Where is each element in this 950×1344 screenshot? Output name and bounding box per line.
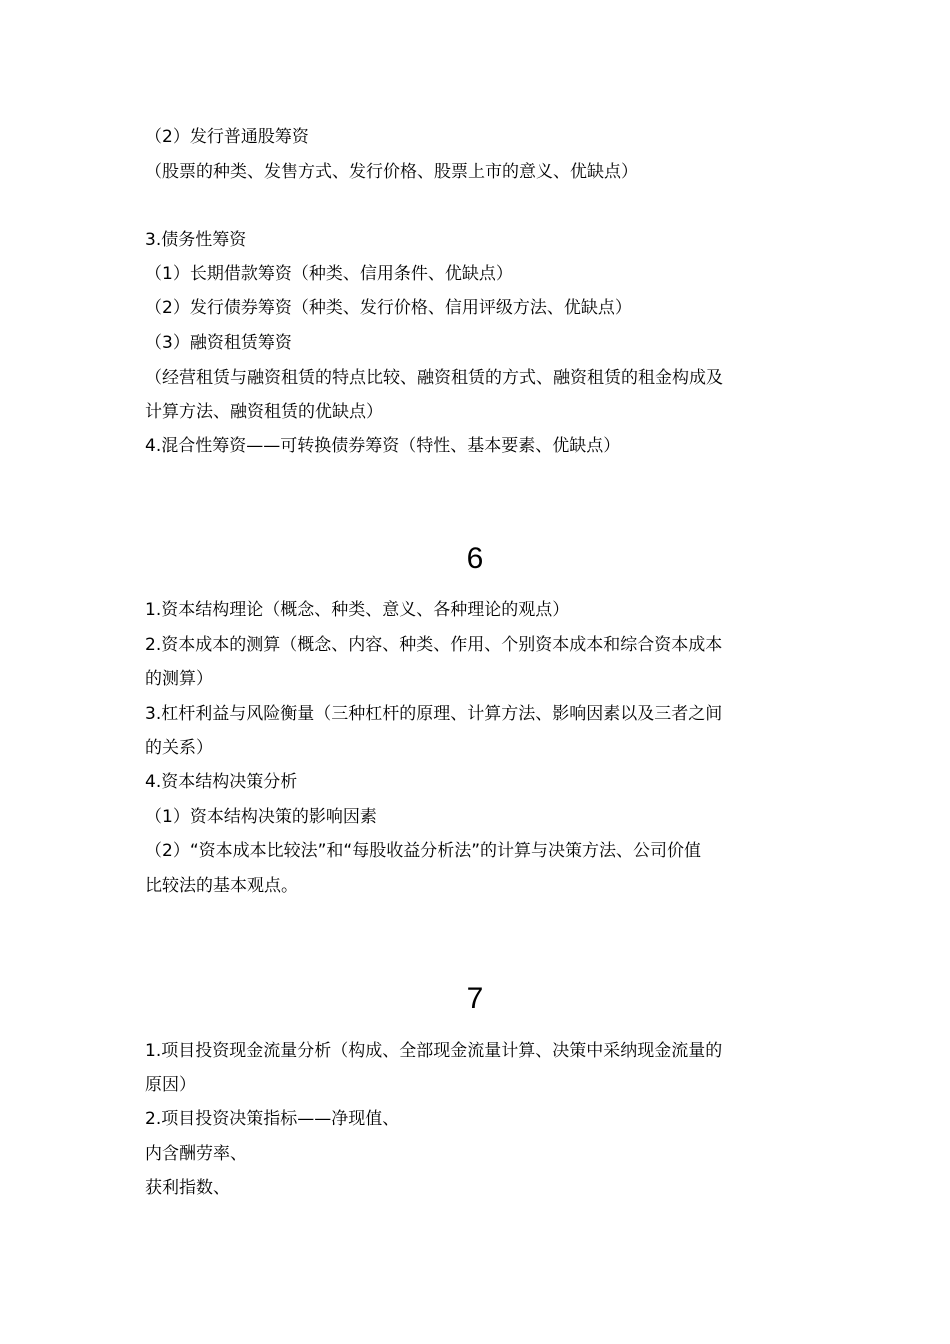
text-line: 比较法的基本观点。	[145, 876, 298, 896]
text-line: 的测算）	[145, 669, 213, 689]
text-line: 1.项目投资现金流量分析（构成、全部现金流量计算、决策中采纳现金流量的	[145, 1041, 723, 1061]
text-line: 的关系）	[145, 738, 213, 758]
text-line: （经营租赁与融资租赁的特点比较、融资租赁的方式、融资租赁的租金构成及	[145, 368, 723, 388]
text-line: 3.杠杆利益与风险衡量（三种杠杆的原理、计算方法、影响因素以及三者之间	[145, 704, 723, 724]
text-line: （1）长期借款筹资（种类、信用条件、优缺点）	[145, 264, 513, 284]
text-line: 2.资本成本的测算（概念、内容、种类、作用、个别资本成本和综合资本成本	[145, 635, 723, 655]
section-heading: 6	[466, 542, 484, 575]
section-heading: 7	[466, 982, 484, 1015]
text-line: （3）融资租赁筹资	[145, 333, 292, 353]
text-line: 内含酬劳率、	[145, 1144, 247, 1164]
text-line: （股票的种类、发售方式、发行价格、股票上市的意义、优缺点）	[145, 162, 638, 182]
text-line: （2）发行债券筹资（种类、发行价格、信用评级方法、优缺点）	[145, 298, 632, 318]
text-line: 3.债务性筹资	[145, 230, 247, 250]
text-line: （1）资本结构决策的影响因素	[145, 807, 377, 827]
text-line: 4.混合性筹资——可转换债券筹资（特性、基本要素、优缺点）	[145, 436, 621, 456]
text-line: 获利指数、	[145, 1178, 230, 1198]
text-line: （2）“资本成本比较法”和“每股收益分析法”的计算与决策方法、公司价值	[145, 841, 702, 861]
text-line: 4.资本结构决策分析	[145, 772, 298, 792]
text-line: 计算方法、融资租赁的优缺点）	[145, 402, 383, 422]
text-line: 原因）	[145, 1075, 196, 1095]
text-line: 2.项目投资决策指标——净现值、	[145, 1109, 400, 1129]
text-line: （2）发行普通股筹资	[145, 127, 309, 147]
text-line: 1.资本结构理论（概念、种类、意义、各种理论的观点）	[145, 600, 570, 620]
